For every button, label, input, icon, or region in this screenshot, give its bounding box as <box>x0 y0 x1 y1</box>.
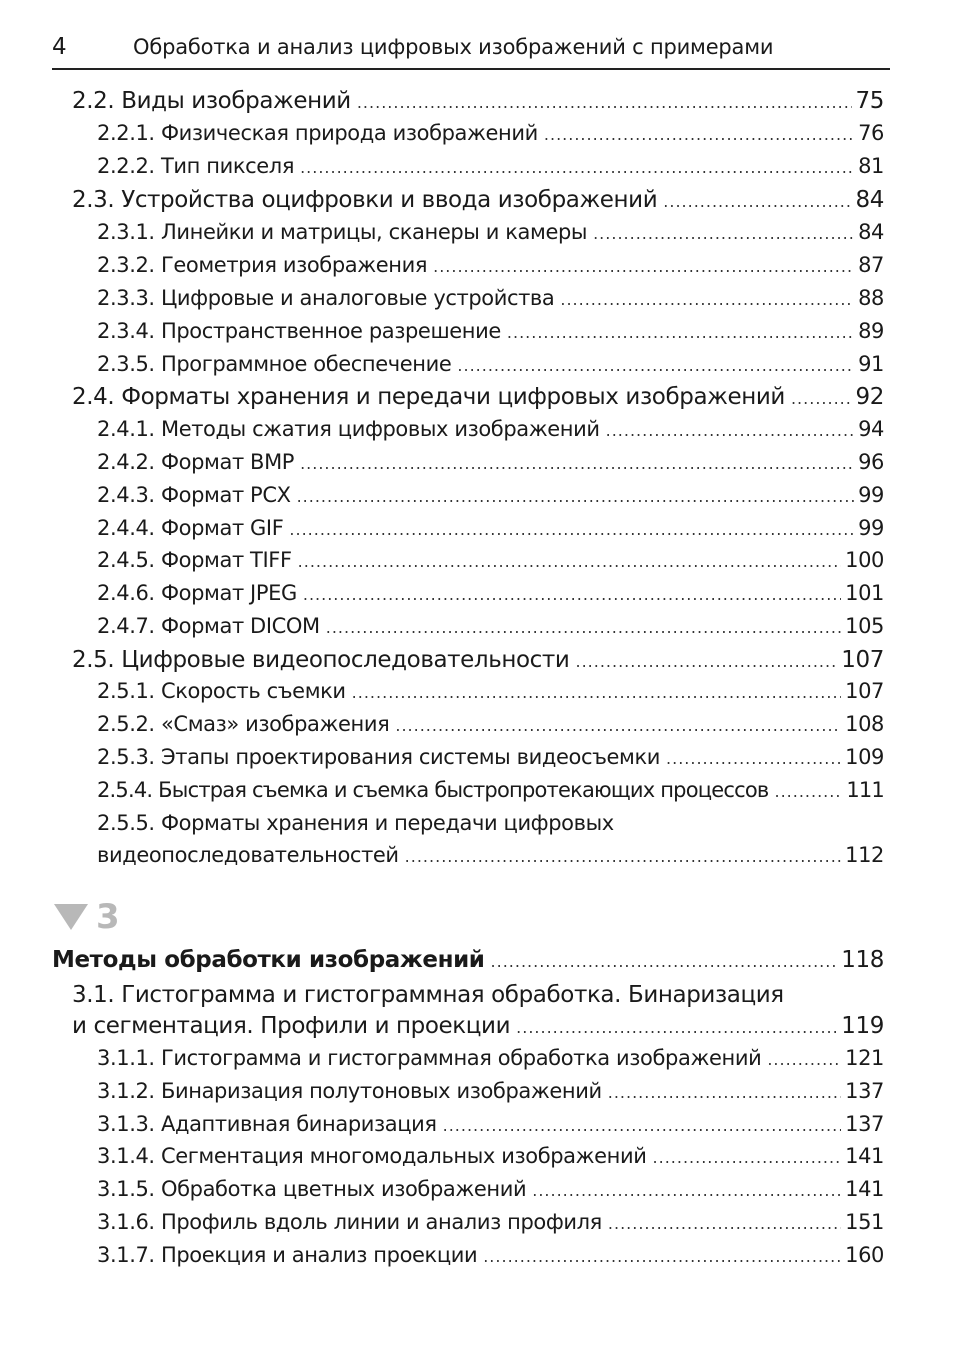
toc-entry[interactable] <box>97 253 884 286</box>
toc-entry-title: 2.3.2. Геометрия изображения <box>97 253 428 277</box>
toc-entry[interactable] <box>97 712 884 745</box>
toc-entry[interactable] <box>72 187 884 220</box>
toc-entry[interactable] <box>72 647 884 680</box>
toc-entry-title: 2.5.3. Этапы проектирования системы видеосъемки <box>97 745 661 769</box>
toc-entry-title-line1[interactable]: 2.5.5. Форматы хранения и передачи цифровых <box>97 811 614 835</box>
toc-entry[interactable] <box>97 614 884 647</box>
toc-entry-page: 107 <box>841 647 884 673</box>
toc-entry-page: 137 <box>845 1112 884 1136</box>
page-number: 4 <box>52 34 67 60</box>
toc-entry-page: 160 <box>845 1243 884 1267</box>
leader-dots <box>767 1050 841 1069</box>
toc-entry[interactable] <box>97 352 884 385</box>
toc-entry-page: 94 <box>858 417 884 441</box>
leader-dots <box>300 158 854 177</box>
leader-dots <box>544 125 854 144</box>
toc-entry-title: 2.4.2. Формат BMP <box>97 450 295 474</box>
leader-dots <box>532 1181 841 1200</box>
toc-entry-title: 2.5. Цифровые видеопоследовательности <box>72 647 570 673</box>
toc-entry-page: 91 <box>858 352 884 376</box>
toc-entry-page: 108 <box>845 712 884 736</box>
toc-entry-title-line2: видеопоследовательностей <box>97 843 399 867</box>
leader-dots <box>303 585 841 604</box>
toc-entry-title: 3.1.2. Бинаризация полутоновых изображений <box>97 1079 602 1103</box>
leader-dots <box>300 454 854 473</box>
toc-entry-page: 121 <box>845 1046 884 1070</box>
chapter-title: Методы обработки изображений <box>52 947 485 973</box>
leader-dots <box>289 520 854 539</box>
leader-dots <box>663 192 851 211</box>
leader-dots <box>606 421 854 440</box>
toc-entry-title: 2.4.6. Формат JPEG <box>97 581 297 605</box>
toc-entry-title-line2: и сегментация. Профили и проекции <box>72 1013 511 1039</box>
toc-entry-title: 2.4.3. Формат PCX <box>97 483 291 507</box>
toc-entry-page: 137 <box>845 1079 884 1103</box>
toc-entry-page: 112 <box>845 843 884 867</box>
leader-dots <box>352 683 841 702</box>
toc-entry[interactable] <box>97 1046 884 1079</box>
toc-entry-title: 2.3.1. Линейки и матрицы, сканеры и камеры <box>97 220 588 244</box>
toc-entry-page: 96 <box>858 450 884 474</box>
toc-entry-page: 101 <box>845 581 884 605</box>
toc-entry[interactable] <box>97 121 884 154</box>
leader-dots <box>326 618 841 637</box>
toc-entry-title: 2.5.4. Быстрая съемка и съемка быстропротекающих процессов <box>97 778 769 802</box>
toc-entry[interactable] <box>72 384 884 417</box>
toc-entry[interactable] <box>97 516 884 549</box>
toc-entry-title: 2.4.5. Формат TIFF <box>97 548 292 572</box>
toc-entry-page: 99 <box>858 516 884 540</box>
toc-entry-page: 111 <box>846 778 884 802</box>
toc-entry-title: 3.1.4. Сегментация многомодальных изображений <box>97 1144 647 1168</box>
leader-dots <box>298 552 841 571</box>
leader-dots <box>405 847 841 866</box>
toc-entry-page: 109 <box>845 745 884 769</box>
toc-entry-title-line1[interactable]: 3.1. Гистограмма и гистограммная обработка. Бинаризация <box>72 982 784 1008</box>
toc-entry-title: 2.4.7. Формат DICOM <box>97 614 320 638</box>
toc-entry[interactable] <box>97 1243 884 1276</box>
toc-entry-page: 119 <box>841 1013 884 1039</box>
toc-entry-title: 2.2.1. Физическая природа изображений <box>97 121 538 145</box>
toc-entry-title: 2.3.4. Пространственное разрешение <box>97 319 501 343</box>
leader-dots <box>491 952 838 971</box>
toc-entry[interactable] <box>97 548 884 581</box>
toc-entry[interactable] <box>97 319 884 352</box>
toc-entry[interactable] <box>97 220 884 253</box>
toc-entry-page: 107 <box>845 679 884 703</box>
leader-dots <box>791 389 852 408</box>
toc-entry-page: 105 <box>845 614 884 638</box>
toc-entry-title: 2.3. Устройства оцифровки и ввода изображений <box>72 187 658 213</box>
toc-entry-page: 81 <box>858 154 884 178</box>
toc-entry-title: 3.1.6. Профиль вдоль линии и анализ профиля <box>97 1210 602 1234</box>
toc-entry-page: 151 <box>845 1210 884 1234</box>
chapter-entry[interactable] <box>52 947 884 980</box>
leader-dots <box>395 716 841 735</box>
toc-entry-page: 88 <box>858 286 884 310</box>
toc-entry-title: 3.1.7. Проекция и анализ проекции <box>97 1243 478 1267</box>
leader-dots <box>608 1083 841 1102</box>
triangle-down-icon <box>54 904 88 930</box>
running-title: Обработка и анализ цифровых изображений с примерами <box>133 35 774 59</box>
toc-entry-page: 141 <box>845 1177 884 1201</box>
toc-entry-title: 3.1.3. Адаптивная бинаризация <box>97 1112 437 1136</box>
toc-entry-title: 2.3.5. Программное обеспечение <box>97 352 452 376</box>
leader-dots <box>774 782 842 801</box>
toc-entry[interactable] <box>97 679 884 712</box>
toc-entry[interactable] <box>97 1079 884 1112</box>
toc-entry[interactable] <box>97 1177 884 1210</box>
toc-entry-page: 99 <box>858 483 884 507</box>
toc-entry-page: 87 <box>858 253 884 277</box>
toc-entry-page: 92 <box>855 384 884 410</box>
toc-entry-title: 2.4.1. Методы сжатия цифровых изображений <box>97 417 600 441</box>
chapter-page: 118 <box>841 947 884 973</box>
toc-entry-title: 2.4. Форматы хранения и передачи цифровых изображений <box>72 384 785 410</box>
toc-entry[interactable] <box>97 286 884 319</box>
leader-dots <box>483 1247 841 1266</box>
toc-entry[interactable] <box>97 450 884 483</box>
toc-entry[interactable] <box>97 581 884 614</box>
page-header <box>52 30 890 70</box>
leader-dots <box>608 1214 841 1233</box>
leader-dots <box>666 749 841 768</box>
leader-dots <box>443 1116 841 1135</box>
toc-entry[interactable] <box>97 1210 884 1243</box>
toc-entry[interactable] <box>72 1013 884 1046</box>
leader-dots <box>357 93 852 112</box>
leader-dots <box>433 257 854 276</box>
leader-dots <box>653 1148 842 1167</box>
toc-entry-page: 76 <box>858 121 884 145</box>
toc-entry-title: 2.2. Виды изображений <box>72 88 351 114</box>
toc-entry-title: 3.1.5. Обработка цветных изображений <box>97 1177 527 1201</box>
toc-entry-page: 84 <box>858 220 884 244</box>
toc-entry-page: 84 <box>855 187 884 213</box>
toc-entry[interactable] <box>97 483 884 516</box>
leader-dots <box>297 487 855 506</box>
toc-entry-title: 2.2.2. Тип пикселя <box>97 154 295 178</box>
leader-dots <box>593 224 854 243</box>
toc-entry[interactable] <box>97 843 884 876</box>
chapter-marker <box>54 897 120 937</box>
leader-dots <box>560 290 854 309</box>
toc-entry[interactable] <box>72 88 884 121</box>
leader-dots <box>507 323 854 342</box>
toc-entry-title: 2.5.1. Скорость съемки <box>97 679 346 703</box>
leader-dots <box>516 1018 837 1037</box>
toc-entry[interactable] <box>97 154 884 187</box>
toc-entry-title: 2.3.3. Цифровые и аналоговые устройства <box>97 286 555 310</box>
toc-entry[interactable] <box>97 778 884 811</box>
toc-entry[interactable] <box>97 745 884 778</box>
toc-entry[interactable] <box>97 417 884 450</box>
toc-entry[interactable] <box>97 1112 884 1145</box>
chapter-number: 3 <box>96 897 120 937</box>
toc-entry-page: 141 <box>845 1144 884 1168</box>
toc-entry-title: 2.5.2. «Смаз» изображения <box>97 712 390 736</box>
toc-entry-page: 100 <box>845 548 884 572</box>
leader-dots <box>575 652 837 671</box>
toc-entry-page: 75 <box>855 88 884 114</box>
toc-entry-title: 3.1.1. Гистограмма и гистограммная обработка изображений <box>97 1046 762 1070</box>
leader-dots <box>457 356 854 375</box>
toc-entry-page: 89 <box>858 319 884 343</box>
toc-entry-title: 2.4.4. Формат GIF <box>97 516 284 540</box>
toc-entry[interactable] <box>97 1144 884 1177</box>
